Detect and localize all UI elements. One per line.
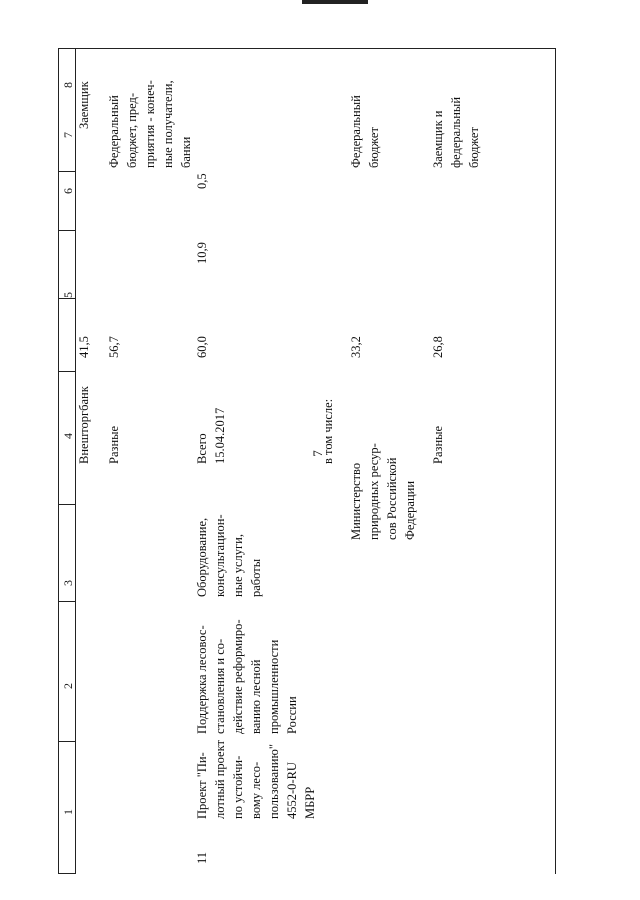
col-header-3: 3 (61, 580, 75, 586)
col-header-7: 7 (61, 132, 75, 138)
recipient-cell: банки (179, 136, 193, 168)
purpose-line: действие реформиро- (231, 619, 245, 734)
project-line: вому лесо- (249, 761, 263, 819)
col-header-4: 4 (61, 433, 75, 439)
document-table (58, 48, 556, 874)
row-number: 11 (195, 851, 209, 864)
col-header-6: 6 (61, 188, 75, 194)
items-line: работы (249, 558, 263, 597)
items-line: ные услуги, (231, 534, 245, 597)
col-header-5: 5 (61, 292, 75, 298)
recipient-cell: бюджет (467, 127, 481, 168)
project-line: по устойчи- (231, 755, 245, 819)
source-cell: в том числе: (321, 398, 335, 464)
col-header-1: 1 (61, 809, 75, 815)
project-line: пользованию" (267, 744, 281, 819)
source-cell: Всего (195, 433, 209, 464)
amount-cell: 60,0 (195, 336, 209, 358)
recipient-cell: федеральный (449, 96, 463, 168)
recipient-cell: Федеральный (107, 95, 121, 168)
page-number: 7 (309, 450, 325, 457)
source-cell: Внешторгбанк (77, 386, 91, 464)
purpose-line: ванию лесной (249, 659, 263, 734)
items-line: Оборудование, (195, 517, 209, 597)
recipient-cell: Федеральный (349, 95, 363, 168)
amount-cell: 10,9 (195, 242, 209, 264)
rotated-content (58, 48, 556, 874)
source-cell: Федерации (403, 480, 417, 540)
recipient-cell: бюджет (367, 127, 381, 168)
purpose-line: Поддержка лесовос- (195, 625, 209, 734)
amount-cell: 33,2 (349, 336, 363, 358)
recipient-cell: бюджет, пред- (125, 92, 139, 168)
amount-cell: 26,8 (431, 336, 445, 358)
project-line: лотный проект (213, 740, 227, 819)
project-line: 4552-0-RU (285, 762, 299, 819)
top-edge-mark (302, 0, 368, 4)
source-cell: Министерство (349, 462, 363, 540)
source-cell: Разные (431, 425, 445, 464)
col-header-8: 8 (61, 82, 75, 88)
source-cell: сов Российской (385, 457, 399, 540)
amount-cell: 0,5 (195, 173, 209, 189)
amount-cell: 41,5 (77, 336, 91, 358)
items-line: консультацион- (213, 514, 227, 597)
recipient-cell: Заемщик и (431, 110, 445, 168)
source-cell: природных ресур- (367, 443, 381, 540)
purpose-line: России (285, 696, 299, 734)
purpose-line: становления и со- (213, 638, 227, 734)
recipient-cell: приятия - конеч- (143, 80, 157, 168)
purpose-line: промышленности (267, 639, 281, 734)
col-header-2: 2 (61, 683, 75, 689)
recipient-cell: Заемщик (77, 81, 91, 129)
source-cell: Разные (107, 425, 121, 464)
project-line: Проект "Пи- (195, 752, 209, 819)
source-cell: 15.04.2017 (213, 407, 227, 464)
amount-cell: 56,7 (107, 336, 121, 358)
project-line: МБРР (303, 786, 317, 819)
recipient-cell: ные получатели, (161, 80, 175, 168)
